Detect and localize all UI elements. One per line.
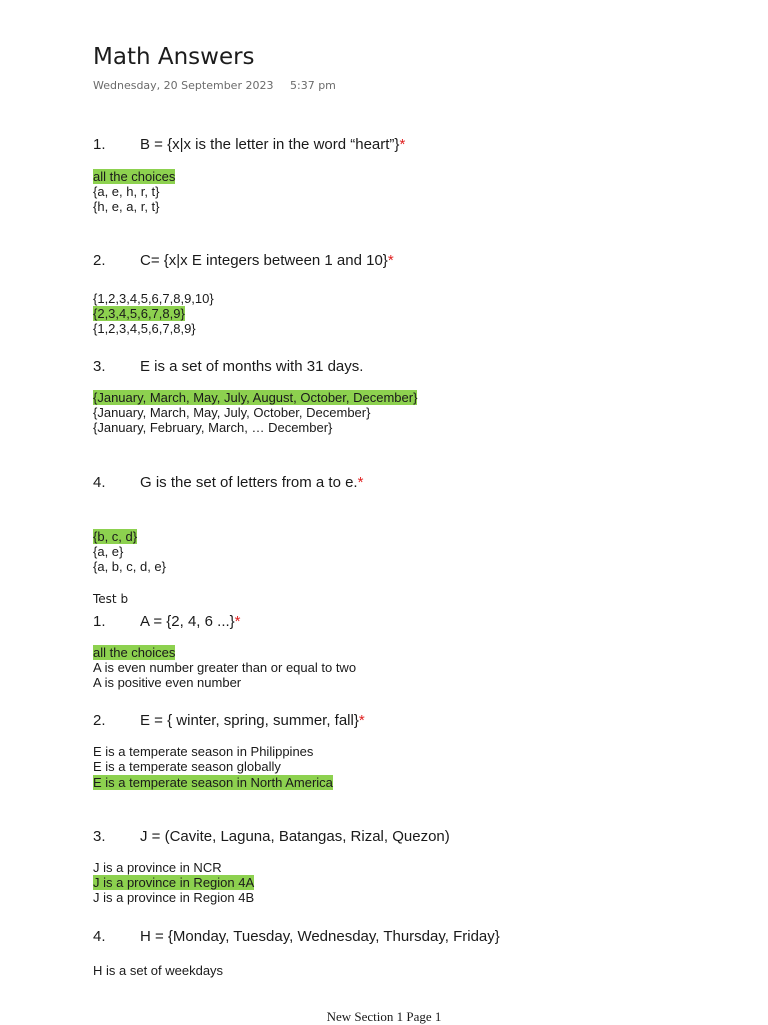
answer-option xyxy=(93,169,175,184)
answer-option xyxy=(93,390,417,405)
section-label: Test b xyxy=(93,592,129,606)
question-text: E = { winter, spring, summer, fall}* xyxy=(140,712,365,729)
answer-option: {a, b, c, d, e} xyxy=(93,559,166,574)
highlighted-answer: all the choices xyxy=(93,645,176,660)
answer-option: {1,2,3,4,5,6,7,8,9} xyxy=(93,321,196,336)
question-text: G is the set of letters from a to e.* xyxy=(140,474,364,491)
answer-option: A is even number greater than or equal to two xyxy=(93,660,357,675)
page-date: Wednesday, 20 September 2023 xyxy=(93,79,274,92)
clipped-answer-option: H is a set of weekdays xyxy=(93,963,224,978)
answer-option: E is a temperate season globally xyxy=(93,759,281,774)
required-star: * xyxy=(357,474,364,491)
question-number: 1. xyxy=(93,613,106,630)
question-number: 1. xyxy=(93,136,106,153)
question-number: 3. xyxy=(93,828,106,845)
answer-option xyxy=(93,529,137,544)
question-number: 4. xyxy=(93,928,106,945)
required-star: * xyxy=(387,252,394,269)
highlighted-answer: {2,3,4,5,6,7,8,9} xyxy=(93,306,185,321)
page-time: 5:37 pm xyxy=(290,79,336,92)
page-title: Math Answers xyxy=(93,44,255,70)
question-text: C= {x|x E integers between 1 and 10}* xyxy=(140,252,394,269)
answer-option: J is a province in Region 4B xyxy=(93,890,255,905)
highlighted-answer: {January, March, May, July, August, October, December} xyxy=(93,390,418,405)
required-star: * xyxy=(399,136,406,153)
answer-option: {1,2,3,4,5,6,7,8,9,10} xyxy=(93,291,214,306)
question-number: 3. xyxy=(93,358,106,375)
answer-option: {January, March, May, July, October, December} xyxy=(93,405,371,420)
answer-option: {a, e, h, r, t} xyxy=(93,184,160,199)
answer-option: {a, e} xyxy=(93,544,124,559)
required-star: * xyxy=(358,712,365,729)
question-text: H = {Monday, Tuesday, Wednesday, Thursday, Friday} xyxy=(140,928,500,945)
question-number: 2. xyxy=(93,252,106,269)
answer-option: A is positive even number xyxy=(93,675,242,690)
highlighted-answer: J is a province in Region 4A xyxy=(93,875,255,890)
answer-option xyxy=(93,645,175,660)
page-footer: New Section 1 Page 1 xyxy=(326,1009,442,1024)
highlighted-answer: all the choices xyxy=(93,169,176,184)
highlighted-answer: {b, c, d} xyxy=(93,529,138,544)
answer-option: J is a province in NCR xyxy=(93,860,222,875)
highlighted-answer: E is a temperate season in North America xyxy=(93,775,333,790)
question-text: A = {2, 4, 6 ...}* xyxy=(140,613,241,630)
question-number: 2. xyxy=(93,712,106,729)
answer-option xyxy=(93,875,254,890)
answer-option: {h, e, a, r, t} xyxy=(93,199,160,214)
question-text: E is a set of months with 31 days. xyxy=(140,358,364,375)
answer-option xyxy=(93,775,333,790)
question-text: B = {x|x is the letter in the word “heart”}* xyxy=(140,136,406,153)
required-star: * xyxy=(234,613,241,630)
answer-option xyxy=(93,306,185,321)
question-number: 4. xyxy=(93,474,106,491)
answer-option: E is a temperate season in Philippines xyxy=(93,744,314,759)
answer-option: {January, February, March, … December} xyxy=(93,420,333,435)
question-text: J = (Cavite, Laguna, Batangas, Rizal, Quezon) xyxy=(140,828,450,845)
